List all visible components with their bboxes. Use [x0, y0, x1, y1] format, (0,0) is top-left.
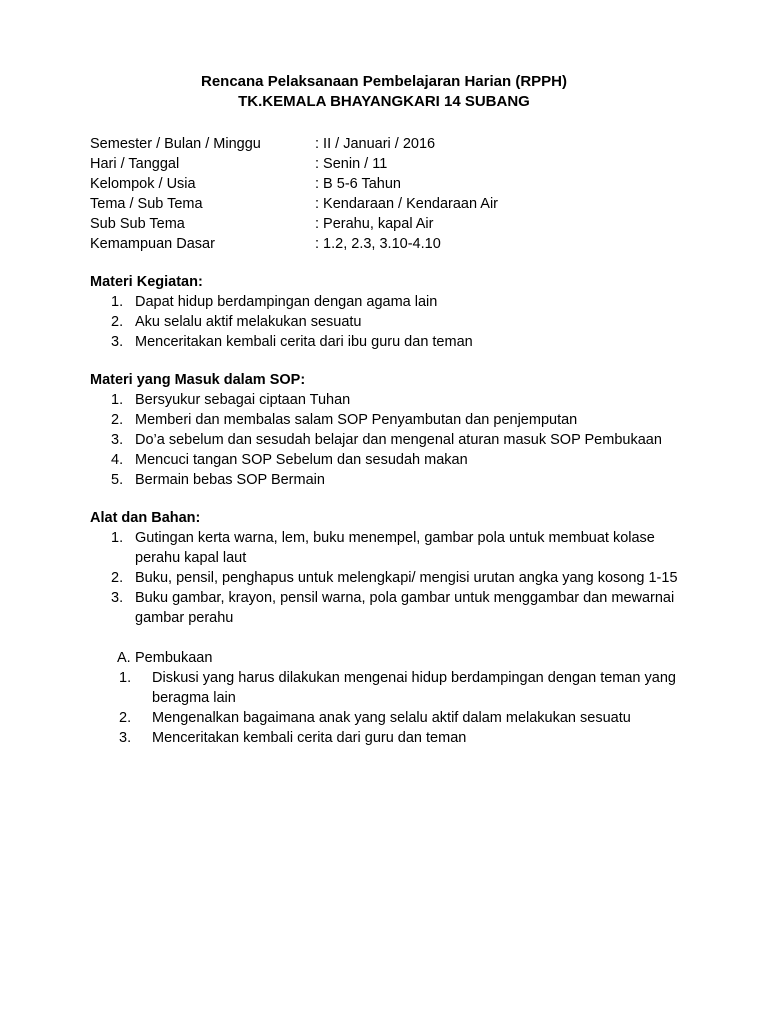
school-name: TK.KEMALA BHAYANGKARI 14 SUBANG — [238, 93, 530, 110]
list-number: 2. — [111, 570, 124, 586]
list-item — [117, 668, 690, 708]
list-item-text: Aku selalu aktif melakukan sesuatu — [135, 314, 362, 330]
list-number: 1. — [111, 530, 124, 546]
list-number: 2. — [111, 314, 124, 330]
list-item-text: Dapat hidup berdampingan dengan agama lain — [135, 294, 438, 310]
list-item-text: Memberi dan membalas salam SOP Penyambutan dan penjemputan — [135, 412, 578, 428]
list-number: 5. — [111, 472, 124, 488]
list-item — [117, 708, 690, 728]
list-item-text: Bersyukur sebagai ciptaan Tuhan — [135, 392, 351, 408]
info-label: Semester / Bulan / Minggu — [90, 136, 261, 152]
list-number: 1. — [111, 392, 124, 408]
document-title: Rencana Pelaksanaan Pembelajaran Harian (RPPH) — [201, 73, 567, 90]
info-table — [90, 134, 690, 254]
section-heading: Alat dan Bahan: — [90, 510, 201, 526]
info-row — [90, 234, 690, 254]
info-label: Kemampuan Dasar — [90, 236, 215, 252]
list-item — [90, 312, 690, 332]
info-value: : 1.2, 2.3, 3.10-4.10 — [315, 236, 441, 252]
list-item — [90, 410, 690, 430]
info-label: Tema / Sub Tema — [90, 196, 203, 212]
list-item — [90, 528, 690, 568]
alat-bahan-list — [90, 528, 690, 628]
list-number: 2. — [119, 710, 132, 726]
list-item-text: Menceritakan kembali cerita dari ibu guru dan teman — [135, 334, 473, 350]
info-row — [90, 134, 690, 154]
materi-kegiatan-list — [90, 292, 690, 352]
list-number: 3. — [119, 730, 132, 746]
materi-kegiatan-section — [90, 272, 690, 352]
info-value: : Perahu, kapal Air — [315, 216, 434, 232]
info-value: : B 5-6 Tahun — [315, 176, 401, 192]
list-item-text: Bermain bebas SOP Bermain — [135, 472, 325, 488]
list-item — [90, 568, 690, 588]
section-heading-text: Pembukaan — [135, 650, 213, 666]
materi-sop-section — [90, 370, 690, 490]
list-item — [90, 470, 690, 490]
info-value: : II / Januari / 2016 — [315, 136, 436, 152]
list-item — [90, 332, 690, 352]
list-item-text: Mencuci tangan SOP Sebelum dan sesudah makan — [135, 452, 468, 468]
document-header — [90, 72, 678, 112]
info-row — [90, 214, 690, 234]
list-item-text: Buku, pensil, penghapus untuk melengkapi/ mengisi urutan angka yang kosong 1-15 — [135, 570, 678, 586]
info-row — [90, 194, 690, 214]
info-label: Kelompok / Usia — [90, 176, 196, 192]
list-number: 3. — [111, 590, 124, 606]
info-value: : Kendaraan / Kendaraan Air — [315, 196, 498, 212]
info-label: Sub Sub Tema — [90, 216, 185, 232]
list-item-text: Gutingan kerta warna, lem, buku menempel, gambar pola untuk membuat kolase perahu kapal laut — [135, 530, 655, 566]
info-row — [90, 154, 690, 174]
info-value: : Senin / 11 — [315, 156, 388, 172]
document-page — [90, 72, 690, 748]
list-number: 1. — [111, 294, 124, 310]
list-item-text: Diskusi yang harus dilakukan mengenai hidup berdampingan dengan teman yang beragma lain — [152, 670, 676, 706]
list-item-text: Mengenalkan bagaimana anak yang selalu aktif dalam melakukan sesuatu — [152, 710, 631, 726]
list-item — [90, 430, 690, 450]
list-item-text: Do’a sebelum dan sesudah belajar dan mengenal aturan masuk SOP Pembukaan — [135, 432, 662, 448]
list-item — [90, 292, 690, 312]
section-letter: A. — [117, 650, 131, 666]
materi-sop-list — [90, 390, 690, 490]
section-heading: Materi Kegiatan: — [90, 274, 203, 290]
pembukaan-heading — [117, 648, 690, 668]
list-item — [117, 728, 690, 748]
pembukaan-list — [117, 668, 690, 748]
info-label: Hari / Tanggal — [90, 156, 180, 172]
list-item-text: Buku gambar, krayon, pensil warna, pola gambar untuk menggambar dan mewarnai gambar perahu — [135, 590, 675, 626]
list-item — [90, 450, 690, 470]
list-number: 3. — [111, 334, 124, 350]
list-item — [90, 588, 690, 628]
info-row — [90, 174, 690, 194]
list-item — [90, 390, 690, 410]
list-number: 3. — [111, 432, 124, 448]
list-number: 2. — [111, 412, 124, 428]
list-item-text: Menceritakan kembali cerita dari guru dan teman — [152, 730, 467, 746]
list-number: 4. — [111, 452, 124, 468]
section-heading: Materi yang Masuk dalam SOP: — [90, 372, 306, 388]
pembukaan-section — [90, 648, 690, 748]
alat-bahan-section — [90, 508, 690, 628]
list-number: 1. — [119, 670, 132, 686]
